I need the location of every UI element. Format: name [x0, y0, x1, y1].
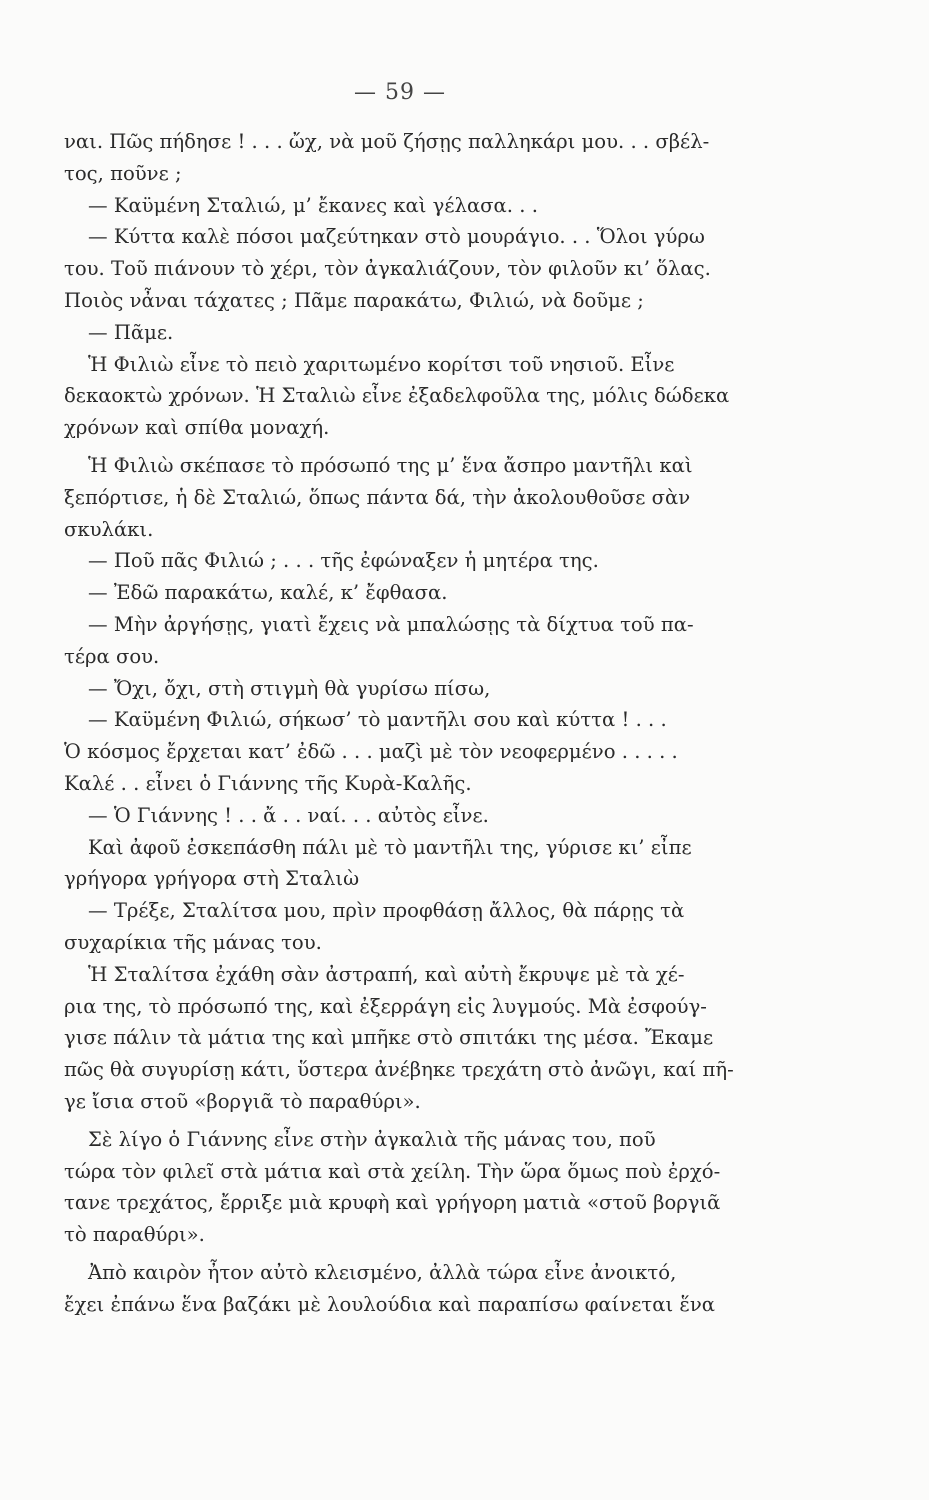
text-line: γρήγορα γρήγορα στὴ Σταλιὼ [64, 867, 360, 891]
page-number: — 59 — [354, 80, 446, 105]
text-line: Ἡ Φιλιὼ σκέπασε τὸ πρόσωπό της μ’ ἕνα ἄσπρο μαντῆλι καὶ [88, 453, 693, 477]
text-line: του. Τοῦ πιάνουν τὸ χέρι, τὸν ἀγκαλιάζουν, τὸν φιλοῦν κι’ ὅλας. [64, 257, 711, 281]
text-line: — Καϋμένη Φιλιώ, σήκωσ’ τὸ μαντῆλι σου καὶ κύττα ! . . . [88, 708, 667, 732]
text-line: Καὶ ἀφοῦ ἐσκεπάσθη πάλι μὲ τὸ μαντῆλι της, γύρισε κι’ εἶπε [88, 835, 692, 859]
text-line: τώρα τὸν φιλεῖ στὰ μάτια καὶ στὰ χείλη. Τὴν ὥρα ὅμως ποὺ ἐρχό- [64, 1159, 721, 1183]
text-line: ρια της, τὸ πρόσωπό της, καὶ ἐξερράγη εἰς λυγμούς. Μὰ ἐσφούγ- [64, 994, 707, 1018]
text-line: τὸ παραθύρι». [64, 1223, 205, 1247]
text-line: σκυλάκι. [64, 517, 154, 541]
text-line: γε ἴσια στοῦ «βοργιᾶ τὸ παραθύρι». [64, 1089, 421, 1113]
text-line: — Μὴν ἀργήσῃς, γιατὶ ἔχεις νὰ μπαλώσῃς τὰ δίχτυα τοῦ πα- [88, 612, 694, 636]
text-line: πῶς θὰ συγυρίσῃ κάτι, ὕστερα ἀνέβηκε τρεχάτη στὸ ἀνῶγι, καί πῆ- [64, 1058, 734, 1082]
text-line: — Ὁ Γιάννης ! . . ἄ . . ναί. . . αὐτὸς εἶνε. [88, 803, 489, 827]
text-line: ἔχει ἐπάνω ἕνα βαζάκι μὲ λουλούδια καὶ παραπίσω φαίνεται ἕνα [64, 1292, 716, 1316]
text-line: — Ὄχι, ὄχι, στὴ στιγμὴ θὰ γυρίσω πίσω, [88, 676, 491, 700]
text-line: — Ποῦ πᾶς Φιλιώ ; . . . τῆς ἐφώναξεν ἡ μητέρα της. [88, 549, 599, 573]
text-line: Καλέ . . εἶνει ὁ Γιάννης τῆς Κυρὰ-Καλῆς. [64, 771, 472, 795]
text-line: ναι. Πῶς πήδησε ! . . . ὤχ, νὰ μοῦ ζήσῃς παλληκάρι μου. . . σβέλ- [64, 130, 710, 153]
text-line: τέρα σου. [64, 644, 160, 668]
text-line: Ἀπὸ καιρὸν ἦτον αὐτὸ κλεισμένο, ἀλλὰ τώρα εἶνε ἀνοικτό, [88, 1260, 677, 1284]
text-line: συχαρίκια τῆς μάνας του. [64, 930, 322, 954]
text-line: ξεπόρτισε, ἡ δὲ Σταλιώ, ὅπως πάντα δά, τὴν ἀκολουθοῦσε σὰν [64, 485, 691, 509]
body-text [64, 126, 824, 1320]
text-line: τανε τρεχάτος, ἔρριξε μιὰ κρυφὴ καὶ γρήγορη ματιὰ «στοῦ βοργιᾶ [64, 1191, 721, 1215]
text-line: γισε πάλιν τὰ μάτια της καὶ μπῆκε στὸ σπιτάκι της μέσα. Ἔκαμε [64, 1026, 714, 1050]
text-line: — Πᾶμε. [88, 320, 174, 344]
text-line: — Ἐδῶ παρακάτω, καλέ, κ’ ἔφθασα. [88, 581, 448, 605]
text-line: — Καϋμένη Σταλιώ, μ’ ἔκανες καὶ γέλασα. . . [88, 193, 538, 217]
text-line: — Τρέξε, Σταλίτσα μου, πρὶν προφθάσῃ ἄλλος, θὰ πάρῃς τὰ [88, 899, 685, 923]
text-line: — Κύττα καλὲ πόσοι μαζεύτηκαν στὸ μουράγιο. . . Ὅλοι γύρω [88, 225, 705, 249]
text-line: τος, ποῦνε ; [64, 161, 182, 185]
text-line: Ἡ Σταλίτσα ἐχάθη σὰν ἀστραπή, καὶ αὐτὴ ἔκρυψε μὲ τὰ χέ- [88, 962, 685, 986]
text-line: Ἡ Φιλιὼ εἶνε τὸ πειὸ χαριτωμένο κορίτσι τοῦ νησιοῦ. Εἶνε [88, 352, 675, 376]
text-line: Ποιὸς νἆναι τάχατες ; Πᾶμε παρακάτω, Φιλιώ, νὰ δοῦμε ; [64, 288, 644, 312]
text-line: Σὲ λίγο ὁ Γιάννης εἶνε στὴν ἀγκαλιὰ τῆς μάνας του, ποῦ [88, 1127, 656, 1151]
text-line: χρόνων καὶ σπίθα μοναχή. [64, 416, 330, 440]
text-line: δεκαοκτὼ χρόνων. Ἡ Σταλιὼ εἶνε ἐξαδελφοῦλα της, μόλις δώδεκα [64, 384, 730, 408]
text-line: Ὁ κόσμος ἔρχεται κατ’ ἐδῶ . . . μαζὶ μὲ τὸν νεοφερμένο . . . . . [64, 740, 678, 764]
